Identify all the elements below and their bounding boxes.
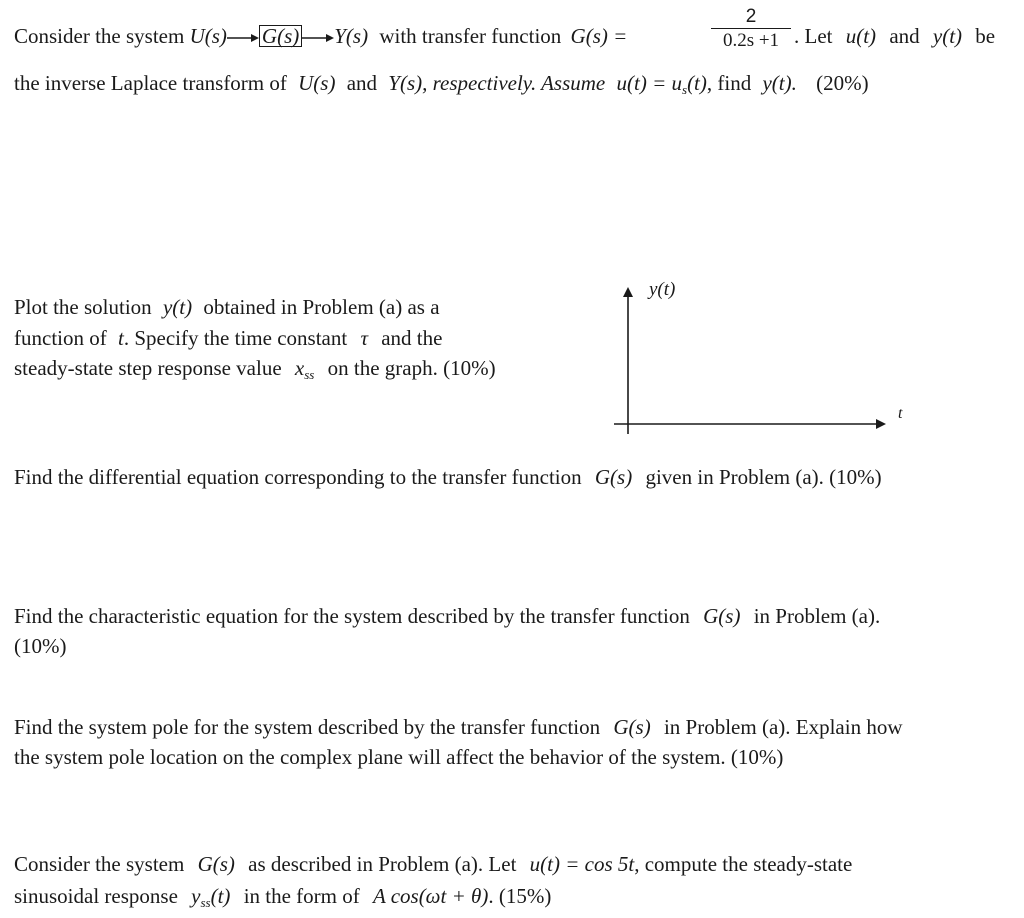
u-t: u(t) <box>845 24 877 48</box>
problem-b-line-1: Plot the solution y(t) obtained in Problem (a) as a <box>14 295 440 319</box>
output-arrow-icon <box>302 32 334 44</box>
U-s: U(s) <box>298 71 336 95</box>
y-t: y(t) <box>932 24 963 48</box>
problem-a-line-1-tail <box>794 24 995 48</box>
assumption-eq: $u(t) = u_s(t)$ <box>616 71 707 97</box>
input-label: U(s) <box>189 24 227 48</box>
graph-x-label: t <box>898 405 903 422</box>
transfer-function-lhs: G(s) = <box>570 24 628 48</box>
graph-y-label: y(t) <box>649 279 676 300</box>
points-a: (20%) <box>816 71 869 95</box>
answer-graph-axes <box>612 284 892 444</box>
problem-e-line-2: the system pole location on the complex plane will affect the behavior of the system. (10%) <box>14 745 784 769</box>
problem-c: Find the differential equation corresponding to the transfer function G(s) given in Problem (a). (10%) <box>14 465 882 489</box>
problem-a-line-2 <box>14 71 869 102</box>
Y-s-respectively: Y(s), respectively. Assume <box>388 71 606 95</box>
problem-f-line-2: sinusoidal response $y_{ss}(t)$ in the form of A cos(ωt + θ). (15%) <box>14 884 552 910</box>
find-y: y(t). <box>762 71 797 95</box>
let-text: . Let <box>794 24 833 48</box>
problem-a-line-1 <box>14 24 627 48</box>
be-text: be <box>975 24 996 48</box>
problem-b-line-3: steady-state step response value $x_{ss}$ on the graph. (10%) <box>14 356 496 382</box>
transfer-function-fraction <box>711 6 791 53</box>
problem-b-line-2: function of t. Specify the time constant τ and the <box>14 326 443 350</box>
problem-d-line-2: (10%) <box>14 634 67 658</box>
with-tf-text: with transfer function <box>379 24 562 48</box>
problem-d-line-1: Find the characteristic equation for the system described by the transfer function G(s) in Problem (a). <box>14 604 881 628</box>
y-axis-arrow-icon <box>623 287 633 297</box>
problem-e-line-1: Find the system pole for the system described by the transfer function G(s) in Problem (a). Explain how <box>14 715 903 739</box>
intro-text: Consider the system <box>14 24 185 48</box>
problem-f-line-1: Consider the system G(s) as described in Problem (a). Let u(t) = cos 5t, compute the steady-state <box>14 852 853 876</box>
line2-start: the inverse Laplace transform of <box>14 71 287 95</box>
output-label: Y(s) <box>334 24 369 48</box>
input-arrow-icon <box>227 32 259 44</box>
tf-numerator: 2 <box>745 6 757 27</box>
and-text: and <box>889 24 920 48</box>
block-diagram-box: G(s) <box>259 25 302 47</box>
x-axis-arrow-icon <box>876 419 886 429</box>
and2-text: and <box>346 71 378 95</box>
find-text: , find <box>706 71 752 95</box>
tf-denominator: 0.2s +1 <box>722 30 780 51</box>
